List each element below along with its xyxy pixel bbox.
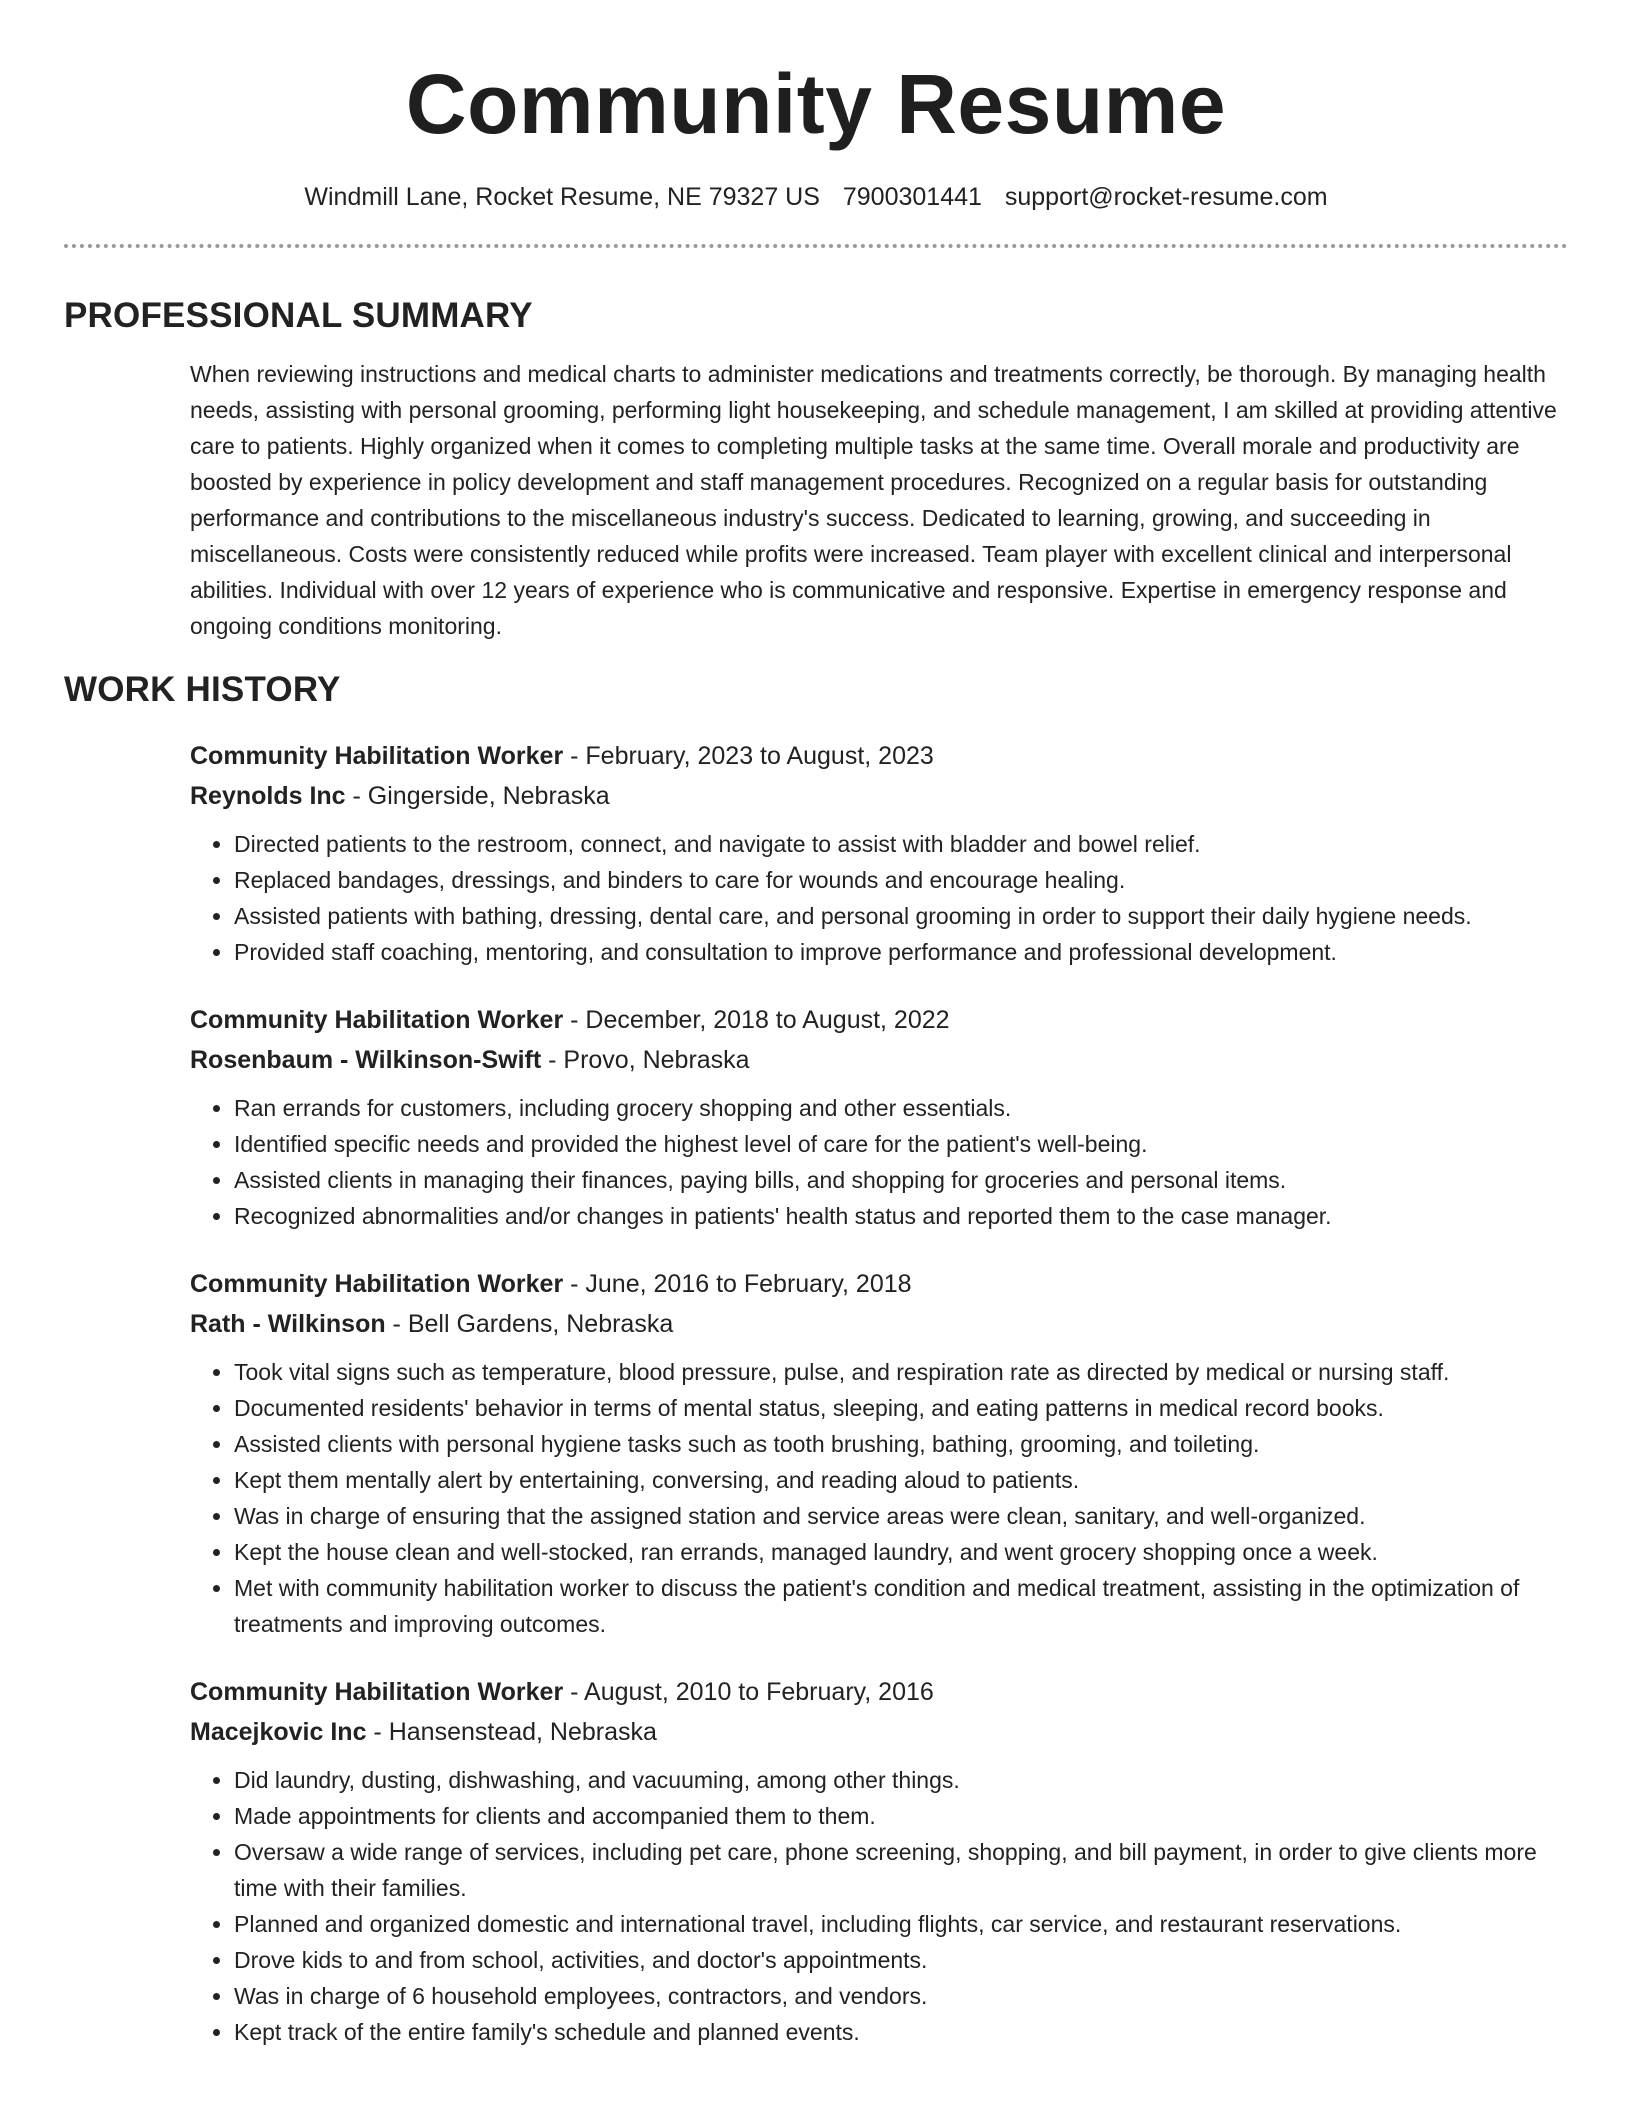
section-title-summary: PROFESSIONAL SUMMARY (64, 296, 533, 335)
job-location: - Gingerside, Nebraska (345, 782, 610, 810)
job-dates: - August, 2010 to February, 2016 (563, 1678, 934, 1706)
bullet-item: • Replaced bandages, dressings, and binders to care for wounds and encourage healing. (234, 862, 1568, 898)
job-dates: - June, 2016 to February, 2018 (563, 1270, 912, 1298)
job-position: Community Habilitation Worker (190, 1678, 564, 1706)
job-company-line (190, 1712, 1568, 1752)
job-bullets (190, 1090, 1568, 1234)
resume-page (64, 52, 1568, 2050)
job-dates: - December, 2018 to August, 2022 (563, 1006, 950, 1034)
job-title-line (190, 736, 1568, 776)
bullet-item: • Made appointments for clients and accompanied them to them. (234, 1798, 1568, 1834)
job-position: Community Habilitation Worker (190, 1006, 564, 1034)
job-company-line (190, 1304, 1568, 1344)
bullet-item: • Assisted clients with personal hygiene tasks such as tooth brushing, bathing, grooming, and toileting. (234, 1426, 1568, 1462)
contact-line (64, 180, 1568, 214)
job-company-line (190, 1040, 1568, 1080)
bullet-item: • Oversaw a wide range of services, including pet care, phone screening, shopping, and bill payment, in order to give clients more time with their families. (234, 1834, 1568, 1906)
job-position: Community Habilitation Worker (190, 1270, 564, 1298)
job-company: Rosenbaum - Wilkinson-Swift (190, 1046, 542, 1074)
job-title-line (190, 1000, 1568, 1040)
bullet-item: • Assisted patients with bathing, dressing, dental care, and personal grooming in order to support their daily hygiene needs. (234, 898, 1568, 934)
job-dates: - February, 2023 to August, 2023 (563, 742, 934, 770)
resume-name: Community Resume (405, 57, 1227, 151)
job-company: Rath - Wilkinson (190, 1310, 386, 1338)
contact-address: Windmill Lane, Rocket Resume, NE 79327 US (304, 183, 820, 211)
job-entry (190, 1264, 1568, 1642)
bullet-item: • Met with community habilitation worker to discuss the patient's condition and medical treatment, assisting in the optimization of treatments and improving outcomes. (234, 1570, 1568, 1642)
job-bullets (190, 1762, 1568, 2050)
job-bullets (190, 826, 1568, 970)
job-entry (190, 1672, 1568, 2050)
bullet-item: • Directed patients to the restroom, connect, and navigate to assist with bladder and bowel relief. (234, 826, 1568, 862)
job-title-line (190, 1672, 1568, 1712)
job-location: - Hansenstead, Nebraska (366, 1718, 657, 1746)
bullet-item: • Recognized abnormalities and/or changes in patients' health status and reported them to the case manager. (234, 1198, 1568, 1234)
header-divider (64, 244, 1568, 248)
job-bullets (190, 1354, 1568, 1642)
job-entry (190, 736, 1568, 970)
bullet-item: • Took vital signs such as temperature, blood pressure, pulse, and respiration rate as directed by medical or nursing staff. (234, 1354, 1568, 1390)
contact-email: support@rocket-resume.com (1004, 183, 1328, 211)
contact-phone: 7900301441 (842, 183, 982, 211)
bullet-item: • Provided staff coaching, mentoring, and consultation to improve performance and professional development. (234, 934, 1568, 970)
job-position: Community Habilitation Worker (190, 742, 564, 770)
section-title-work-history: WORK HISTORY (64, 670, 341, 709)
bullet-item: • Identified specific needs and provided the highest level of care for the patient's well-being. (234, 1126, 1568, 1162)
bullet-item: • Kept them mentally alert by entertaining, conversing, and reading aloud to patients. (234, 1462, 1568, 1498)
job-company: Reynolds Inc (190, 782, 346, 810)
bullet-item: • Kept the house clean and well-stocked, ran errands, managed laundry, and went grocery shopping once a week. (234, 1534, 1568, 1570)
bullet-item: • Drove kids to and from school, activities, and doctor's appointments. (234, 1942, 1568, 1978)
bullet-item: • Was in charge of ensuring that the assigned station and service areas were clean, sanitary, and well-organized. (234, 1498, 1568, 1534)
job-location: - Bell Gardens, Nebraska (385, 1310, 674, 1338)
job-location: - Provo, Nebraska (541, 1046, 750, 1074)
bullet-item: • Did laundry, dusting, dishwashing, and vacuuming, among other things. (234, 1762, 1568, 1798)
bullet-item: • Assisted clients in managing their finances, paying bills, and shopping for groceries and personal items. (234, 1162, 1568, 1198)
bullet-item: • Ran errands for customers, including grocery shopping and other essentials. (234, 1090, 1568, 1126)
job-company-line (190, 776, 1568, 816)
work-history-list (190, 736, 1568, 2050)
bullet-item: • Planned and organized domestic and international travel, including flights, car service, and restaurant reservations. (234, 1906, 1568, 1942)
bullet-item: • Documented residents' behavior in terms of mental status, sleeping, and eating patterns in medical record books. (234, 1390, 1568, 1426)
job-entry (190, 1000, 1568, 1234)
job-title-line (190, 1264, 1568, 1304)
summary-text: When reviewing instructions and medical charts to administer medications and treatments correctly, be thorough. By managing health needs, assisting with personal grooming, performing light housekeeping, and schedule management, I am skilled at providing attentive care to patients. Highly organized when it comes to completing multiple tasks at the same time. Overall morale and productivity are boosted by experience in policy development and staff management procedures. Recognized on a regular basis for outstanding performance and contributions to the miscellaneous industry's success. Dedicated to learning, growing, and succeeding in miscellaneous. Costs were consistently reduced while profits were increased. Team player with excellent clinical and interpersonal abilities. Individual with over 12 years of experience who is communicative and responsive. Expertise in emergency response and ongoing conditions monitoring. (190, 361, 1557, 639)
bullet-item: • Kept track of the entire family's schedule and planned events. (234, 2014, 1568, 2050)
job-company: Macejkovic Inc (190, 1718, 367, 1746)
bullet-item: • Was in charge of 6 household employees, contractors, and vendors. (234, 1978, 1568, 2014)
